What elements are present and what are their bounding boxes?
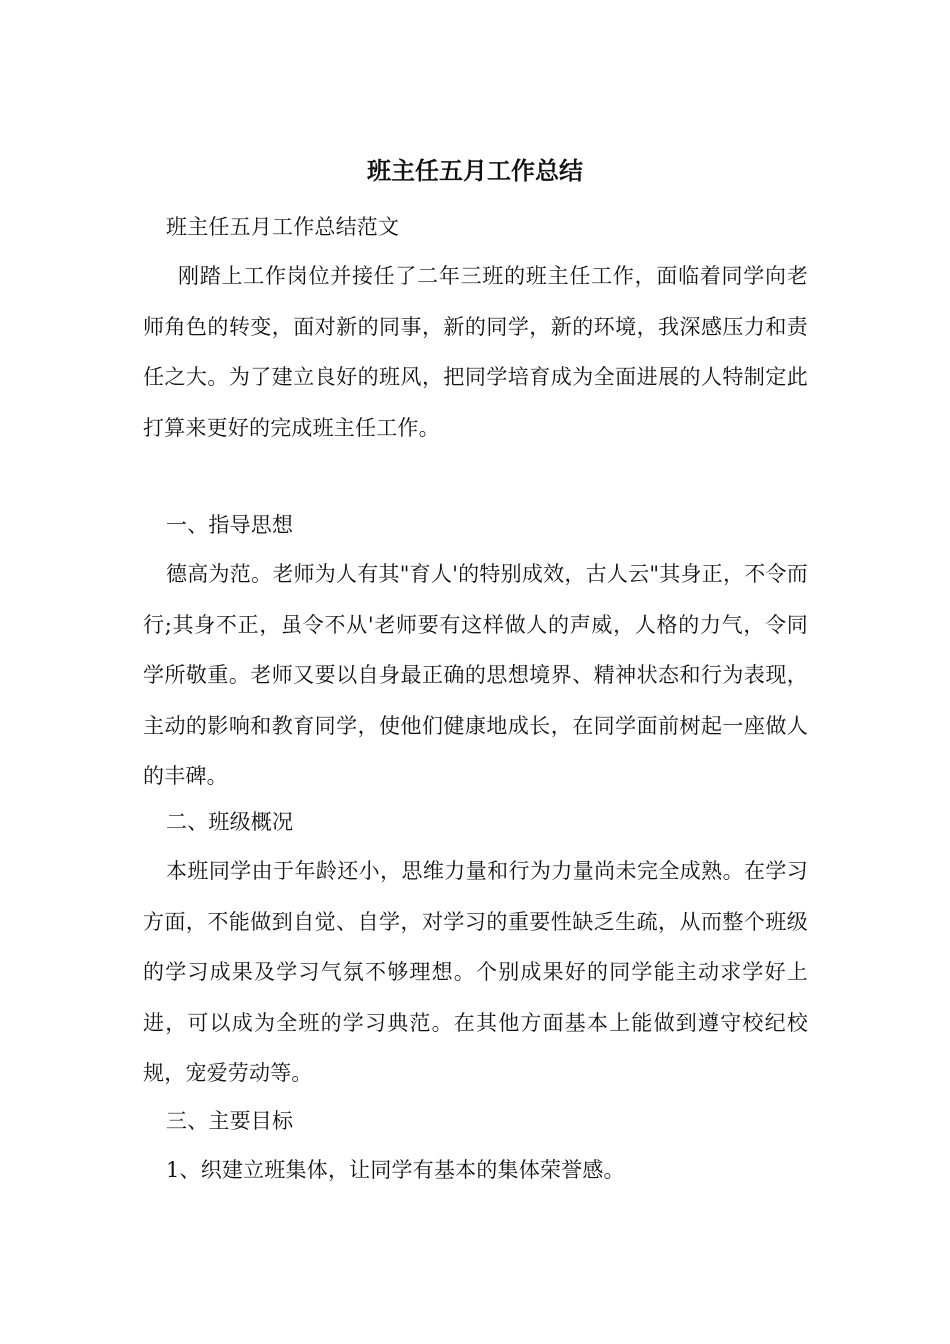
section-heading-class-overview: 二、班级概况: [166, 810, 294, 834]
section-heading-main-goals: 三、主要目标: [166, 1109, 294, 1133]
section-heading-guiding-ideology: 一、指导思想: [166, 513, 294, 537]
document-title: 班主任五月工作总结: [367, 156, 583, 185]
class-overview-paragraph: 本班同学由于年龄还小，思维力量和行为力量尚未完全成熟。在学习方面，不能做到自觉、自学，对学习的重要性缺乏生疏，从而整个班级的学习成果及学习气氛不够理想。个别成果好的同学能主动求学好上进，可以成为全班的学习典范。在其他方面基本上能做到遵守校纪校规，宠爱劳动等。: [143, 859, 808, 1085]
document-subtitle: 班主任五月工作总结范文: [166, 215, 400, 239]
guiding-ideology-paragraph: 德高为范。老师为人有其"育人'的特别成效，古人云"其身正，不令而行;其身不正，虽令不从'老师要有这样做人的声威，人格的力气，令同学所敬重。老师又要以自身最正确的思想境界、精神状态和行为表现，主动的影响和教育同学，使他们健康地成长，在同学面前树起一座做人的丰碑。: [143, 562, 808, 788]
main-goals-item-1: 1、织建立班集体，让同学有基本的集体荣誉感。: [166, 1158, 625, 1182]
intro-paragraph: 刚踏上工作岗位并接任了二年三班的班主任工作，面临着同学向老师角色的转变，面对新的同事，新的同学，新的环境，我深感压力和责任之大。为了建立良好的班风，把同学培育成为全面进展的人特制定此打算来更好的完成班主任工作。: [143, 264, 808, 440]
